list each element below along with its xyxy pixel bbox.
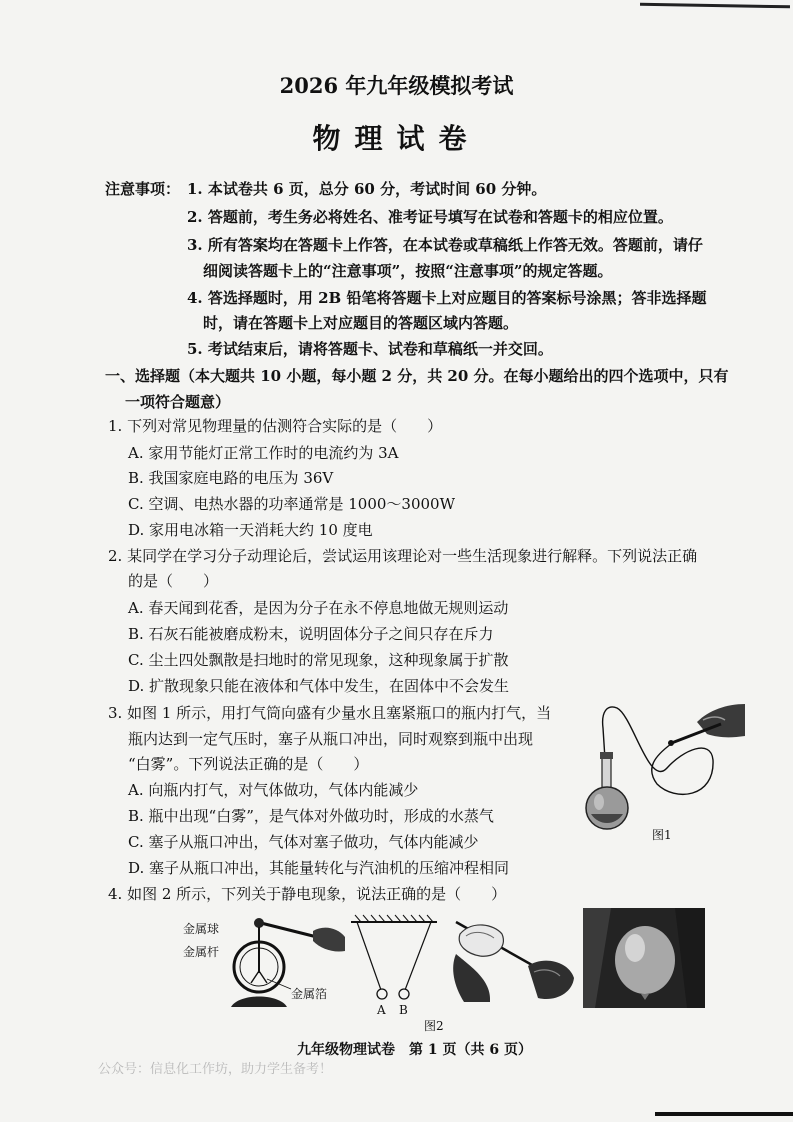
label-metal-foil: 金属箔 <box>291 987 328 1001</box>
section-heading-cont: 一项符合题意） <box>125 393 231 411</box>
note-item-3-cont: 细阅读答题卡上的“注意事项”，按照“注意事项”的规定答题。 <box>203 262 613 280</box>
notes-label: 注意事项： <box>105 180 181 198</box>
question-1-option-d: D. 家用电冰箱一天消耗大约 10 度电 <box>128 521 373 539</box>
question-1-stem: 1. 下列对常见物理量的估测符合实际的是（ ） <box>108 417 443 435</box>
note-item-5: 5. 考试结束后，请将答题卡、试卷和草稿纸一并交回。 <box>187 340 553 358</box>
question-3-option-c: C. 塞子从瓶口冲出，气体对塞子做功，气体内能减少 <box>128 833 479 851</box>
question-3-stem: 3. 如图 1 所示，用打气筒向盛有少量水且塞紧瓶口的瓶内打气，当 <box>108 704 552 722</box>
question-1-option-a: A. 家用节能灯正常工作时的电流约为 3A <box>128 444 399 462</box>
scan-edge-mark-bottom <box>655 1112 793 1116</box>
figure-2-balloon-photo <box>583 908 705 1008</box>
note-item-4: 4. 答选择题时，用 2B 铅笔将答题卡上对应题目的答案标号涂黑；答非选择题 <box>187 289 707 307</box>
question-3-stem-cont-2: “白雾”。下列说法正确的是（ ） <box>128 755 369 773</box>
figure-2-caption: 图2 <box>424 1019 444 1033</box>
page-footer: 九年级物理试卷 第 1 页（共 6 页） <box>297 1042 532 1058</box>
figure-1-caption: 图1 <box>652 828 672 842</box>
question-3-option-b: B. 瓶中出现“白雾”，是气体对外做功时，形成的水蒸气 <box>128 807 494 825</box>
question-3-option-d: D. 塞子从瓶口冲出，其能量转化与汽油机的压缩冲程相同 <box>128 859 510 877</box>
question-4-stem: 4. 如图 2 所示，下列关于静电现象，说法正确的是（ ） <box>108 885 507 903</box>
question-2-option-d: D. 扩散现象只能在液体和气体中发生，在固体中不会发生 <box>128 677 510 695</box>
question-3-stem-cont: 瓶内达到一定气压时，塞子从瓶口冲出，同时观察到瓶中出现 <box>128 730 534 748</box>
question-2-stem-cont: 的是（ ） <box>128 572 219 590</box>
exam-title: 2026 年九年级模拟考试 <box>279 73 514 98</box>
question-2-stem: 2. 某同学在学习分子动理论后，尝试运用该理论对一些生活现象进行解释。下列说法正确 <box>108 547 698 565</box>
label-ball-a: A <box>377 1003 386 1017</box>
figure-2-rubbing-rod <box>450 914 578 1006</box>
label-metal-rod: 金属杆 <box>183 945 220 959</box>
note-item-3: 3. 所有答案均在答题卡上作答，在本试卷或草稿纸上作答无效。答题前，请仔 <box>187 236 703 254</box>
scan-edge-mark <box>640 3 790 9</box>
question-1-option-c: C. 空调、电热水器的功率通常是 1000～3000W <box>128 495 456 513</box>
label-ball-b: B <box>399 1003 408 1017</box>
note-item-4-cont: 时，请在答题卡上对应题目的答题区域内答题。 <box>203 314 519 332</box>
question-2-option-b: B. 石灰石能被磨成粉末，说明固体分子之间只存在斥力 <box>128 625 494 643</box>
question-2-option-a: A. 春天闻到花香，是因为分子在永不停息地做无规则运动 <box>128 599 509 617</box>
label-metal-ball: 金属球 <box>183 922 220 936</box>
note-item-2: 2. 答题前，考生务必将姓名、准考证号填写在试卷和答题卡的相应位置。 <box>187 208 673 226</box>
question-1-option-b: B. 我国家庭电路的电压为 36V <box>128 469 334 487</box>
note-item-1: 1. 本试卷共 6 页，总分 60 分，考试时间 60 分钟。 <box>187 180 547 198</box>
watermark-text: 公众号：信息化工作坊，助力学生备考！ <box>98 1062 333 1077</box>
figure-2-suspended-balls <box>345 912 445 1004</box>
figure-2-electroscope <box>215 915 350 1015</box>
figure-1-flask-pump <box>585 698 750 838</box>
section-heading: 一、选择题（本大题共 10 小题，每小题 2 分，共 20 分。在每小题给出的四个选项中，只有 <box>105 367 729 385</box>
subject-title: 物理试卷 <box>312 122 481 155</box>
question-2-option-c: C. 尘土四处飘散是扫地时的常见现象，这种现象属于扩散 <box>128 651 509 669</box>
question-3-option-a: A. 向瓶内打气，对气体做功，气体内能减少 <box>128 781 419 799</box>
